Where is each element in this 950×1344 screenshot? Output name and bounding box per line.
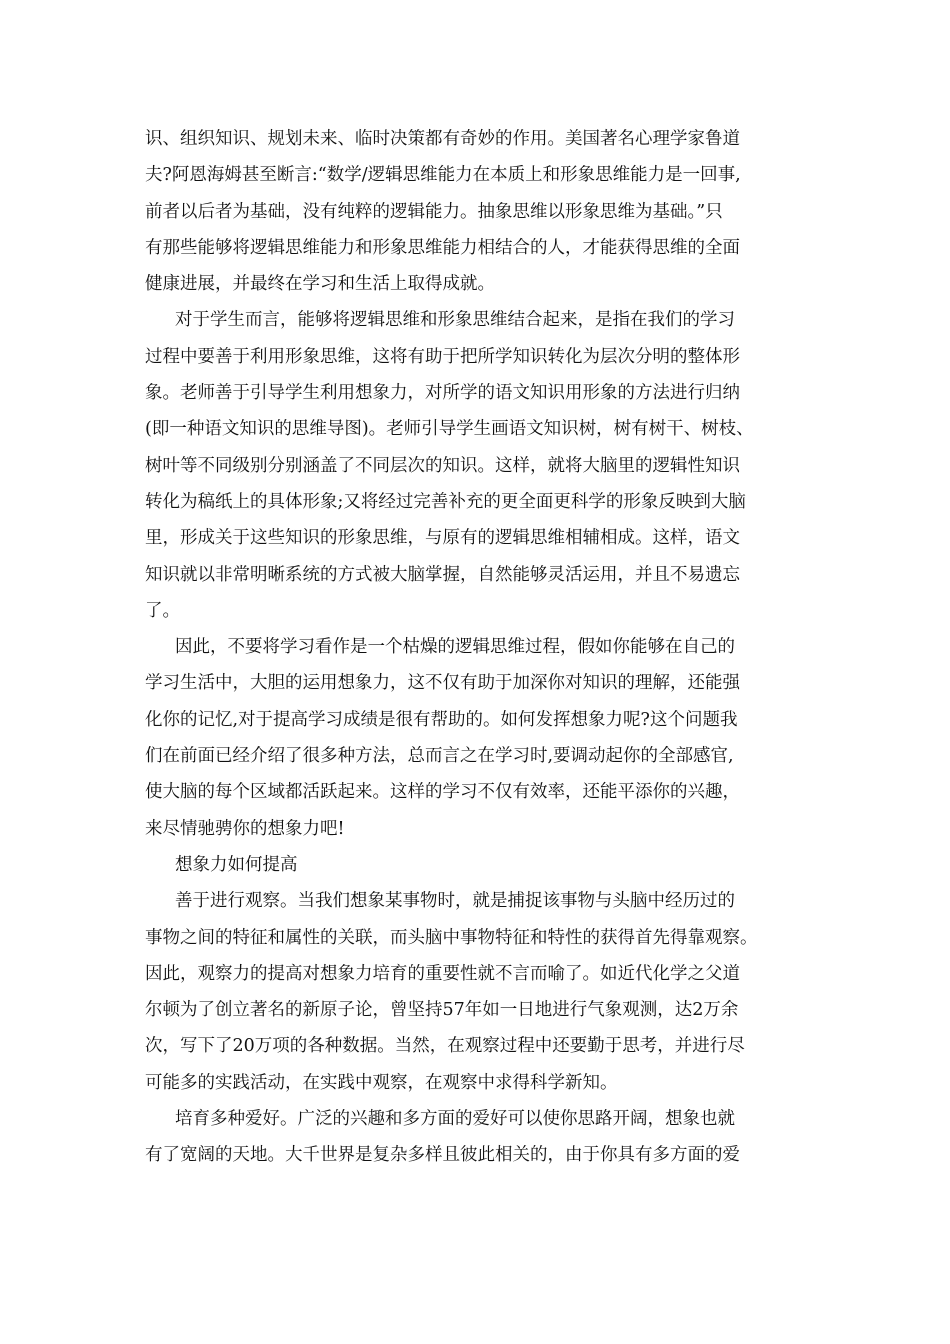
paragraph-first-line: 对于学生而言，能够将逻辑思维和形象思维结合起来，是指在我们的学习 xyxy=(175,310,735,331)
text-line: 可能多的实践活动，在实践中观察，在观察中求得科学新知。 xyxy=(145,1072,618,1093)
text-line: 了。 xyxy=(145,600,180,621)
text-line: (即一种语文知识的思维导图)。老师引导学生画语文知识树，树有树干、树枝、 xyxy=(145,419,754,440)
text-line: 尔顿为了创立著名的新原子论，曾坚持57年如一日地进行气象观测，达2万余 xyxy=(145,1000,739,1021)
text-line: 夫?阿恩海姆甚至断言:“数学/逻辑思维能力在本质上和形象思维能力是一回事, xyxy=(145,165,741,186)
text-line: 有那些能够将逻辑思维能力和形象思维能力相结合的人，才能获得思维的全面 xyxy=(145,237,740,258)
section-heading: 想象力如何提高 xyxy=(175,854,298,875)
text-line: 象。老师善于引导学生利用想象力，对所学的语文知识用形象的方法进行归纳 xyxy=(145,383,740,404)
paragraph-first-line: 善于进行观察。当我们想象某事物时，就是捕捉该事物与头脑中经历过的 xyxy=(175,891,735,912)
text-line: 过程中要善于利用形象思维，这将有助于把所学知识转化为层次分明的整体形 xyxy=(145,346,740,367)
text-line: 知识就以非常明晰系统的方式被大脑掌握，自然能够灵活运用，并且不易遗忘 xyxy=(145,564,740,585)
text-line: 使大脑的每个区域都活跃起来。这样的学习不仅有效率，还能平添你的兴趣， xyxy=(145,782,740,803)
paragraph-first-line: 培育多种爱好。广泛的兴趣和多方面的爱好可以使你思路开阔，想象也就 xyxy=(175,1109,735,1130)
document-page xyxy=(145,121,815,1174)
text-line: 识、组织知识、规划未来、临时决策都有奇妙的作用。美国著名心理学家鲁道 xyxy=(145,129,740,149)
text-line: 学习生活中，大胆的运用想象力，这不仅有助于加深你对知识的理解，还能强 xyxy=(145,673,740,694)
text-line: 前者以后者为基础，没有纯粹的逻辑能力。抽象思维以形象思维为基础。”只 xyxy=(145,201,723,222)
text-line: 有了宽阔的天地。大千世界是复杂多样且彼此相关的，由于你具有多方面的爱 xyxy=(145,1145,740,1166)
text-line: 事物之间的特征和属性的关联，而头脑中事物特征和特性的获得首先得靠观察。 xyxy=(145,927,758,948)
text-line: 化你的记忆,对于提高学习成绩是很有帮助的。如何发挥想象力呢?这个问题我 xyxy=(145,709,738,730)
text-line: 次，写下了20万项的各种数据。当然，在观察过程中还要勤于思考，并进行尽 xyxy=(145,1036,745,1057)
text-line: 健康进展，并最终在学习和生活上取得成就。 xyxy=(145,274,495,295)
text-line: 们在前面已经介绍了很多种方法，总而言之在学习时,要调动起你的全部感官, xyxy=(145,746,734,767)
text-line: 里，形成关于这些知识的形象思维，与原有的逻辑思维相辅相成。这样，语文 xyxy=(145,528,740,549)
text-line: 树叶等不同级别分别涵盖了不同层次的知识。这样，就将大脑里的逻辑性知识 xyxy=(145,455,740,476)
text-line: 来尽情驰骋你的想象力吧! xyxy=(145,818,345,839)
paragraph-first-line: 因此，不要将学习看作是一个枯燥的逻辑思维过程，假如你能够在自己的 xyxy=(175,637,735,658)
text-line: 因此，观察力的提高对想象力培育的重要性就不言而喻了。如近代化学之父道 xyxy=(145,963,740,984)
text-line: 转化为稿纸上的具体形象;又将经过完善补充的更全面更科学的形象反映到大脑 xyxy=(145,491,746,512)
